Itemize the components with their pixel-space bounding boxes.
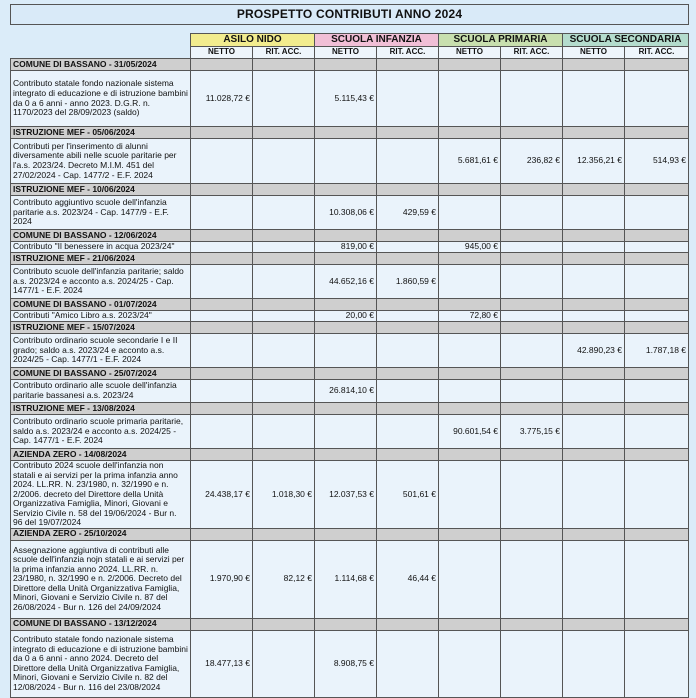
netto-cell (439, 630, 501, 697)
section-header-cell (377, 59, 439, 71)
section-header-cell (315, 618, 377, 630)
netto-cell (315, 334, 377, 368)
section-header-cell (625, 403, 689, 415)
netto-cell: 42.890,23 € (563, 334, 625, 368)
section-header: COMUNE DI BASSANO - 13/12/2024 (11, 618, 191, 630)
table-row (11, 630, 689, 697)
rit-acc-cell (253, 139, 315, 184)
netto-cell: 72,80 € (439, 311, 501, 322)
netto-cell: 5.115,43 € (315, 71, 377, 127)
section-header-cell (191, 299, 253, 311)
section-header-cell (377, 299, 439, 311)
section-header-cell (563, 59, 625, 71)
subheader-netto: NETTO (191, 47, 253, 59)
rit-acc-cell (501, 334, 563, 368)
section-header-cell (191, 230, 253, 242)
section-header: COMUNE DI BASSANO - 01/07/2024 (11, 299, 191, 311)
rit-acc-cell (625, 265, 689, 299)
subheader-netto: NETTO (439, 47, 501, 59)
netto-cell (563, 71, 625, 127)
section-header-cell (315, 403, 377, 415)
subheader-rit-acc: RIT. ACC. (377, 47, 439, 59)
table-row (11, 139, 689, 184)
netto-cell (439, 196, 501, 230)
rit-acc-cell (501, 71, 563, 127)
section-header-cell (439, 299, 501, 311)
section-header-cell (253, 299, 315, 311)
rit-acc-cell: 514,93 € (625, 139, 689, 184)
rit-acc-cell (377, 415, 439, 449)
rit-acc-cell: 501,61 € (377, 461, 439, 529)
section-header-cell (253, 184, 315, 196)
section-header: ISTRUZIONE MEF - 13/08/2024 (11, 403, 191, 415)
section-header-cell (315, 368, 377, 380)
row-description: Contributo scuole dell'infanzia paritarie; saldo a.s. 2023/24 e acconto a.s. 2024/25 - Cap. 1477/1 - E.F. 2024 (11, 265, 191, 299)
section-header-cell (439, 59, 501, 71)
section-header-cell (625, 528, 689, 540)
section-header-cell (377, 253, 439, 265)
rit-acc-cell: 82,12 € (253, 540, 315, 618)
rit-acc-cell (377, 71, 439, 127)
rit-acc-cell (501, 380, 563, 403)
row-description: Contributo statale fondo nazionale sistema integrato di educazione e di istruzione bambini da 0 a 6 anni - anno 2023. D.G.R. n. 1170/2023 del 28/09/2023 (saldo) (11, 71, 191, 127)
rit-acc-cell (253, 380, 315, 403)
rit-acc-cell: 1.860,59 € (377, 265, 439, 299)
section-header-cell (439, 403, 501, 415)
section-header-cell (501, 449, 563, 461)
rit-acc-cell (253, 415, 315, 449)
section-header-cell (501, 368, 563, 380)
section-header: ISTRUZIONE MEF - 10/06/2024 (11, 184, 191, 196)
netto-cell (439, 334, 501, 368)
section-header-cell (625, 368, 689, 380)
section-header-cell (563, 322, 625, 334)
spacer (11, 25, 689, 34)
rit-acc-cell (501, 265, 563, 299)
section-header: AZIENDA ZERO - 25/10/2024 (11, 528, 191, 540)
netto-cell (191, 334, 253, 368)
section-header-cell (315, 449, 377, 461)
section-header-cell (253, 528, 315, 540)
subheader-netto: NETTO (563, 47, 625, 59)
section-header-cell (315, 299, 377, 311)
section-header-cell (439, 253, 501, 265)
section-header-cell (253, 403, 315, 415)
netto-cell: 20,00 € (315, 311, 377, 322)
rit-acc-cell (377, 242, 439, 253)
section-header-cell (501, 230, 563, 242)
netto-cell: 945,00 € (439, 242, 501, 253)
section-header-cell (439, 528, 501, 540)
row-description: Contributo "Il benessere in acqua 2023/24" (11, 242, 191, 253)
subheader-rit-acc: RIT. ACC. (253, 47, 315, 59)
section-header-cell (563, 253, 625, 265)
section-header-cell (439, 127, 501, 139)
row-description: Contributo 2024 scuole dell'infanzia non statali e ai servizi per la prima infanzia anno 2024. LL.RR. N. 23/1980, n. 32/1990 e n. 2/2006. decreto del Direttore della Unità Organizzativa Famiglia, Minori, Giovani e Servizio Civile n. 58 del 19/06/2024 - Bur n. 96 del 19/07/2024 (11, 461, 191, 529)
rit-acc-cell (377, 334, 439, 368)
rit-acc-cell (625, 196, 689, 230)
section-header-cell (191, 368, 253, 380)
section-header-cell (625, 59, 689, 71)
section-header-cell (625, 322, 689, 334)
group-asilo-nido: ASILO NIDO (191, 34, 315, 47)
section-header-cell (253, 618, 315, 630)
section-header: COMUNE DI BASSANO - 31/05/2024 (11, 59, 191, 71)
table-row (11, 71, 689, 127)
netto-cell (439, 380, 501, 403)
netto-cell (191, 380, 253, 403)
section-header: COMUNE DI BASSANO - 25/07/2024 (11, 368, 191, 380)
rit-acc-cell (253, 265, 315, 299)
netto-cell: 44.652,16 € (315, 265, 377, 299)
section-header-cell (563, 184, 625, 196)
section-header-cell (501, 127, 563, 139)
netto-cell (439, 265, 501, 299)
rit-acc-cell (625, 540, 689, 618)
section-header-cell (439, 322, 501, 334)
netto-cell (563, 242, 625, 253)
section-header-cell (563, 403, 625, 415)
subheader-blank (11, 47, 191, 59)
subheader-netto: NETTO (315, 47, 377, 59)
row-description: Contributo aggiuntivo scuole dell'infanzia paritarie a.s. 2023/24 - Cap. 1477/9 - E.F. 2024 (11, 196, 191, 230)
row-description: Contributi per l'inserimento di alunni diversamente abili nelle scuole paritarie per l'a.s. 2023/24. Decreto M.I.M. 451 del 27/02/2024 - Cap. 1477/2 - E.F. 2024 (11, 139, 191, 184)
section-header-cell (315, 59, 377, 71)
section-header-row (11, 230, 689, 242)
rit-acc-cell: 236,82 € (501, 139, 563, 184)
section-header-cell (563, 230, 625, 242)
netto-cell: 5.681,61 € (439, 139, 501, 184)
section-header-cell (439, 449, 501, 461)
section-header-cell (625, 618, 689, 630)
section-header-cell (315, 230, 377, 242)
netto-cell: 1.114,68 € (315, 540, 377, 618)
group-scuola-secondaria: SCUOLA SECONDARIA (563, 34, 689, 47)
header-blank (11, 34, 191, 47)
section-header-cell (191, 618, 253, 630)
section-header-cell (377, 322, 439, 334)
section-header-cell (501, 299, 563, 311)
section-header-row (11, 403, 689, 415)
table-row (11, 380, 689, 403)
netto-cell (191, 196, 253, 230)
section-header-cell (501, 618, 563, 630)
rit-acc-cell: 429,59 € (377, 196, 439, 230)
section-header-cell (563, 618, 625, 630)
table-row (11, 196, 689, 230)
rit-acc-cell (625, 242, 689, 253)
table-row (11, 311, 689, 322)
section-header-cell (625, 449, 689, 461)
netto-cell (563, 265, 625, 299)
netto-cell (191, 242, 253, 253)
section-header-cell (315, 253, 377, 265)
section-header-cell (625, 299, 689, 311)
section-header-cell (563, 449, 625, 461)
netto-cell: 819,00 € (315, 242, 377, 253)
rit-acc-cell (377, 380, 439, 403)
netto-cell (439, 540, 501, 618)
section-header-cell (377, 184, 439, 196)
section-header-cell (377, 449, 439, 461)
section-header-row (11, 368, 689, 380)
section-header-cell (191, 253, 253, 265)
section-header-cell (625, 230, 689, 242)
section-header-cell (377, 618, 439, 630)
netto-cell (191, 415, 253, 449)
rit-acc-cell (501, 461, 563, 529)
section-header-cell (191, 127, 253, 139)
section-header: COMUNE DI BASSANO - 12/06/2024 (11, 230, 191, 242)
rit-acc-cell: 1.787,18 € (625, 334, 689, 368)
netto-cell: 18.477,13 € (191, 630, 253, 697)
row-description: Contributo ordinario scuole secondarie I e II grado; saldo a.s. 2023/24 e acconto a.s. 2024/25 - Cap. 1477/1 - E.F. 2024 (11, 334, 191, 368)
netto-cell: 26.814,10 € (315, 380, 377, 403)
rit-acc-cell: 3.775,15 € (501, 415, 563, 449)
rit-acc-cell (625, 415, 689, 449)
section-header-cell (253, 127, 315, 139)
section-header-cell (439, 618, 501, 630)
netto-cell (439, 461, 501, 529)
section-header-cell (191, 449, 253, 461)
rit-acc-cell (501, 242, 563, 253)
rit-acc-cell (625, 461, 689, 529)
netto-cell (563, 415, 625, 449)
table-row (11, 461, 689, 529)
section-header-cell (501, 528, 563, 540)
section-header-cell (625, 127, 689, 139)
section-header-cell (563, 127, 625, 139)
netto-cell (191, 311, 253, 322)
subheader-rit-acc: RIT. ACC. (625, 47, 689, 59)
rit-acc-cell (253, 71, 315, 127)
rit-acc-cell (253, 334, 315, 368)
section-header: ISTRUZIONE MEF - 21/06/2024 (11, 253, 191, 265)
rit-acc-cell (253, 242, 315, 253)
netto-cell (563, 380, 625, 403)
section-header: AZIENDA ZERO - 14/08/2024 (11, 449, 191, 461)
row-description: Assegnazione aggiuntiva di contributi alle scuole dell'infanzia nojn statali e ai servizi per la prima infanzia anno 2024. LL.RR. n. 23/1980, n. 32/1990 e n. 2/2006. Decreto del Direttore della Unità Organizzativa Famiglia, Minori, Giovani e Servizio Civile n. 87 del 26/08/2024 - Bur n. 126 del 24/09/2024 (11, 540, 191, 618)
section-header-cell (253, 449, 315, 461)
section-header-row (11, 184, 689, 196)
rit-acc-cell (625, 311, 689, 322)
section-header-cell (191, 403, 253, 415)
section-header-cell (377, 230, 439, 242)
netto-cell: 90.601,54 € (439, 415, 501, 449)
section-header-row (11, 322, 689, 334)
section-header-cell (191, 528, 253, 540)
page-title: PROSPETTO CONTRIBUTI ANNO 2024 (11, 5, 689, 25)
section-header-cell (191, 59, 253, 71)
netto-cell (563, 540, 625, 618)
row-description: Contributo ordinario scuole primaria paritarie, saldo a.s. 2023/24 e acconto a.s. 2024/25 - Cap. 1477/1 - E.F. 2024 (11, 415, 191, 449)
rit-acc-cell (253, 311, 315, 322)
section-header-row (11, 449, 689, 461)
section-header-cell (191, 184, 253, 196)
section-header-cell (377, 127, 439, 139)
section-header-cell (253, 368, 315, 380)
netto-cell (563, 461, 625, 529)
section-header-cell (315, 322, 377, 334)
section-header-cell (315, 184, 377, 196)
section-header-cell (377, 368, 439, 380)
section-header-cell (315, 528, 377, 540)
rit-acc-cell (377, 139, 439, 184)
rit-acc-cell (377, 630, 439, 697)
section-header-row (11, 528, 689, 540)
rit-acc-cell (625, 380, 689, 403)
table-row (11, 334, 689, 368)
netto-cell: 12.356,21 € (563, 139, 625, 184)
table-row (11, 242, 689, 253)
rit-acc-cell (501, 196, 563, 230)
rit-acc-cell (377, 311, 439, 322)
section-header-row (11, 299, 689, 311)
section-header-row (11, 618, 689, 630)
netto-cell: 11.028,72 € (191, 71, 253, 127)
table-row (11, 540, 689, 618)
section-header: ISTRUZIONE MEF - 05/06/2024 (11, 127, 191, 139)
netto-cell: 12.037,53 € (315, 461, 377, 529)
section-header-cell (501, 59, 563, 71)
section-header-cell (253, 59, 315, 71)
table-row (11, 415, 689, 449)
netto-cell (439, 71, 501, 127)
rit-acc-cell (253, 196, 315, 230)
section-header-cell (191, 322, 253, 334)
netto-cell: 10.308,06 € (315, 196, 377, 230)
rit-acc-cell (501, 311, 563, 322)
section-header-cell (563, 528, 625, 540)
section-header-cell (625, 253, 689, 265)
group-scuola-primaria: SCUOLA PRIMARIA (439, 34, 563, 47)
section-header-cell (501, 253, 563, 265)
section-header-cell (253, 322, 315, 334)
section-header-cell (439, 230, 501, 242)
section-header-cell (501, 403, 563, 415)
section-header-cell (501, 184, 563, 196)
section-header-cell (563, 368, 625, 380)
section-header-cell (625, 184, 689, 196)
rit-acc-cell (625, 630, 689, 697)
netto-cell (563, 196, 625, 230)
section-header-cell (253, 230, 315, 242)
rit-acc-cell: 46,44 € (377, 540, 439, 618)
section-header-row (11, 253, 689, 265)
rit-acc-cell (625, 71, 689, 127)
section-header-cell (563, 299, 625, 311)
netto-cell (315, 139, 377, 184)
row-description: Contributi "Amico Libro a.s. 2023/24" (11, 311, 191, 322)
netto-cell (191, 265, 253, 299)
rit-acc-cell (501, 540, 563, 618)
netto-cell (315, 415, 377, 449)
netto-cell: 8.908,75 € (315, 630, 377, 697)
netto-cell (191, 139, 253, 184)
row-description: Contributo statale fondo nazionale sistema integrato di educazione e di istruzione bambini da 0 a 6 anni - anno 2024. Decreto del Direttore della Unità Organizzativa Famiglia, Minori, Giovani e Servizio Civile n. 82 del 12/08/2024 - Bur n. 116 del 23/08/2024 (11, 630, 191, 697)
netto-cell (563, 311, 625, 322)
section-header-cell (501, 322, 563, 334)
section-header: ISTRUZIONE MEF - 15/07/2024 (11, 322, 191, 334)
section-header-cell (377, 403, 439, 415)
section-header-cell (439, 184, 501, 196)
netto-cell: 24.438,17 € (191, 461, 253, 529)
section-header-cell (377, 528, 439, 540)
contributions-table (10, 4, 689, 698)
netto-cell: 1.970,90 € (191, 540, 253, 618)
section-header-cell (439, 368, 501, 380)
table-row (11, 265, 689, 299)
section-header-cell (315, 127, 377, 139)
rit-acc-cell (253, 630, 315, 697)
group-scuola-infanzia: SCUOLA INFANZIA (315, 34, 439, 47)
subheader-rit-acc: RIT. ACC. (501, 47, 563, 59)
rit-acc-cell: 1.018,30 € (253, 461, 315, 529)
section-header-row (11, 59, 689, 71)
section-header-cell (253, 253, 315, 265)
rit-acc-cell (501, 630, 563, 697)
row-description: Contributo ordinario alle scuole dell'infanzia paritarie bassanesi a.s. 2023/24 (11, 380, 191, 403)
section-header-row (11, 127, 689, 139)
netto-cell (563, 630, 625, 697)
